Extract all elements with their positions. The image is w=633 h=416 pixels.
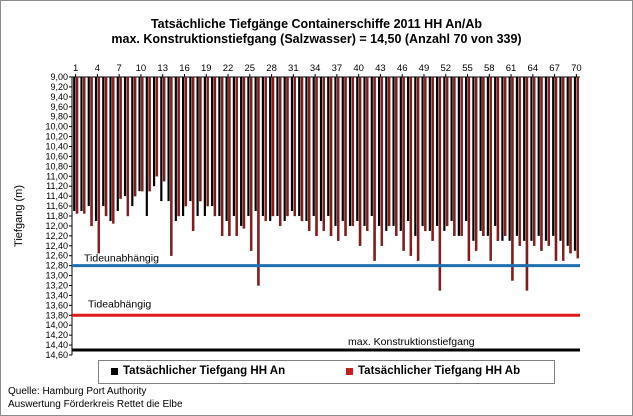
bar-ab [127,77,129,216]
x-tick-label: 10 [135,63,147,74]
bar-an [371,77,373,216]
bar-an [392,77,394,226]
bar-ab [301,77,303,221]
bar-an [538,77,540,236]
bar-ab [98,77,100,253]
bar-ab [562,77,564,261]
bar-ab [381,77,383,246]
bar-ab [185,77,187,206]
bar-an [414,77,416,236]
bar-ab [468,77,470,261]
bar-an [298,77,300,216]
x-tick-label: 1 [72,63,79,74]
bar-an [247,77,249,216]
bar-ab [315,77,317,236]
bar-ab [511,77,513,281]
bar-an [95,77,97,221]
x-tick-label: 55 [462,63,473,74]
x-tick-label: 61 [505,63,517,74]
bar-an [160,77,162,201]
x-tick-label: 43 [375,63,386,74]
y-tick-label: 14,40 [45,340,68,351]
y-tick-label: 12,60 [45,250,68,261]
bar-an [327,77,329,216]
bar-ab [417,77,419,261]
bar-an [167,77,169,201]
x-tick-label: 58 [483,63,495,74]
bar-ab [548,77,550,246]
x-tick-label: 37 [331,63,343,74]
bar-an [320,77,322,221]
bar-an [494,77,496,226]
legend-swatch-an [111,368,118,375]
y-tick-label: 9,20 [50,81,68,92]
bar-an [73,77,75,211]
x-tick-label: 40 [353,63,364,74]
bar-an [175,77,177,221]
x-tick-label: 31 [288,63,299,74]
bar-an [117,77,119,211]
bar-ab [279,77,281,226]
bar-ab [308,77,310,231]
bar-an [487,77,489,236]
reference-line-label: max. Konstruktionstiefgang [348,336,475,349]
y-tick-label: 13,20 [45,280,68,291]
chart-legend [98,360,555,384]
bar-ab [112,77,114,223]
y-tick-label: 11,00 [46,171,68,182]
bar-an [501,77,503,241]
bar-ab [76,77,78,214]
bar-ab [265,77,267,221]
bar-ab [170,77,172,256]
bar-an [349,77,351,226]
bar-ab [526,77,528,290]
bar-ab [141,77,143,191]
x-tick-label: 67 [549,63,560,74]
y-tick-label: 11,60 [46,201,68,212]
y-tick-label: 13,00 [45,270,68,281]
y-tick-label: 12,40 [45,240,68,251]
bar-an [189,77,191,201]
bar-ab [446,77,448,226]
x-tick-label: 7 [116,63,122,74]
bar-ab [410,77,412,256]
y-tick-label: 10,20 [45,131,68,142]
x-tick-label: 25 [244,63,256,74]
bar-ab [83,77,85,214]
y-tick-label: 10,40 [45,141,68,152]
bar-an [356,77,358,221]
bar-ab [207,77,209,206]
bar-ab [163,77,165,181]
source-line-2: Auswertung Förderkreis Rettet die Elbe [8,399,183,410]
x-tick-label: 46 [396,63,408,74]
bar-an [472,77,474,241]
bar-ab [294,77,296,216]
bar-ab [286,77,288,216]
bar-an [545,77,547,241]
bar-an [363,77,365,226]
bar-an [146,77,148,216]
bar-an [400,77,402,231]
bar-an [451,77,453,221]
x-tick-label: 34 [309,63,321,74]
bar-an [291,77,293,211]
y-tick-label: 10,80 [45,161,68,172]
bar-ab [569,77,571,253]
reference-line-label: Tideabhängig [88,298,152,311]
y-tick-label: 14,60 [45,350,68,360]
bar-an [523,77,525,241]
bar-an [378,77,380,226]
bar-ab [453,77,455,236]
bar-ab [199,77,201,201]
x-tick-label: 49 [418,63,430,74]
x-tick-label: 52 [440,63,452,74]
bar-ab [214,77,216,216]
bar-an [429,77,431,231]
bar-an [182,77,184,216]
bar-ab [236,77,238,236]
bar-an [102,77,104,206]
bar-ab [178,77,180,216]
bar-ab [388,77,390,226]
bar-ab [461,77,463,236]
bar-ab [359,77,361,246]
y-tick-label: 12,00 [45,220,68,231]
y-tick-label: 9,00 [50,72,68,82]
bar-an [516,77,518,236]
bar-ab [482,77,484,236]
legend-item-an [111,365,285,377]
y-tick-label: 12,20 [45,230,68,241]
bar-ab [490,77,492,261]
y-axis-label: Tiefgang (m) [13,185,25,247]
bar-an [131,77,133,206]
x-tick-label: 70 [571,63,582,74]
bar-an [574,77,576,251]
bar-ab [533,77,535,246]
bar-an [255,77,257,211]
bar-an [465,77,467,221]
bar-ab [330,77,332,236]
bar-an [138,77,140,191]
bar-ab [475,77,477,251]
bar-an [443,77,445,231]
bar-ab [373,77,375,261]
bar-an [567,77,569,246]
bar-an [276,77,278,216]
bar-ab [403,77,405,251]
legend-item-ab [346,365,520,377]
bar-ab [192,77,194,231]
bar-ab [439,77,441,290]
bar-ab [323,77,325,231]
bar-an [269,77,271,221]
y-tick-label: 9,60 [50,101,68,112]
bar-ab [577,77,579,258]
bar-ab [432,77,434,241]
bar-an [88,77,90,206]
bar-ab [497,77,499,241]
legend-swatch-ab [346,368,353,375]
y-tick-label: 13,80 [45,310,68,321]
y-tick-label: 9,80 [50,111,68,122]
bar-ab [250,77,252,251]
x-tick-label: 19 [200,63,212,74]
y-tick-label: 9,40 [50,91,68,102]
bar-ab [221,77,223,236]
bar-ab [555,77,557,261]
bar-ab [272,77,274,216]
bar-an [204,77,206,216]
y-tick-label: 10,00 [45,121,68,132]
bar-ab [257,77,259,286]
bar-an [407,77,409,221]
bar-an [211,77,213,206]
bar-an [385,77,387,231]
bar-an [240,77,242,226]
bar-ab [540,77,542,251]
bar-an [153,77,155,186]
y-tick-label: 12,80 [45,260,68,271]
legend-label-an: Tatsächlicher Tiefgang HH An [123,365,286,377]
reference-line-label: Tideunabhängig [84,252,159,265]
bar-ab [366,77,368,231]
bar-an [124,77,126,196]
y-tick-label: 11,20 [46,181,68,192]
bar-an [218,77,220,216]
bar-ab [119,77,121,199]
y-tick-label: 14,20 [45,330,68,341]
x-tick-label: 16 [179,63,190,74]
bar-an [80,77,82,211]
x-tick-label: 22 [222,63,234,74]
y-tick-label: 11,40 [46,191,68,202]
bar-an [284,77,286,221]
bar-an [233,77,235,216]
bar-an [458,77,460,236]
bar-ab [228,77,230,236]
bar-an [109,77,111,221]
source-line-1: Quelle: Hamburg Port Authority [8,386,147,397]
bar-ab [105,77,107,216]
y-tick-label: 13,60 [45,300,68,311]
bar-ab [424,77,426,231]
legend-label-ab: Tatsächlicher Tiefgang HH Ab [358,365,521,377]
bar-an [530,77,532,241]
chart-title: Tatsächliche Tiefgänge Containerschiffe 2011 HH An/Ab [150,17,483,31]
x-tick-label: 28 [266,63,277,74]
bar-ab [337,77,339,241]
bar-ab [134,77,136,196]
bar-an [342,77,344,221]
bar-ab [344,77,346,236]
bar-an [197,77,199,216]
bar-an [334,77,336,226]
bar-an [262,77,264,216]
bar-an [436,77,438,226]
y-tick-label: 14,00 [45,320,68,331]
bar-ab [395,77,397,236]
x-tick-label: 64 [527,63,539,74]
bar-ab [156,77,158,176]
bar-ab [519,77,521,246]
bar-an [559,77,561,241]
bar-ab [352,77,354,226]
y-tick-label: 11,80 [46,211,68,221]
chart-subtitle: max. Konstruktionstiefgang (Salzwasser) = 14,50 (Anzahl 70 von 339) [111,32,522,46]
bar-an [509,77,511,241]
bar-ab [149,77,151,191]
bar-ab [90,77,92,226]
bar-an [313,77,315,216]
bar-ab [504,77,506,236]
bar-ab [243,77,245,228]
x-tick-label: 4 [94,63,101,74]
bar-an [421,77,423,226]
x-tick-label: 13 [157,63,169,74]
bar-an [480,77,482,231]
bar-an [305,77,307,221]
bar-an [552,77,554,236]
y-tick-label: 10,60 [45,151,68,162]
bar-an [226,77,228,221]
y-tick-label: 13,40 [45,290,68,301]
